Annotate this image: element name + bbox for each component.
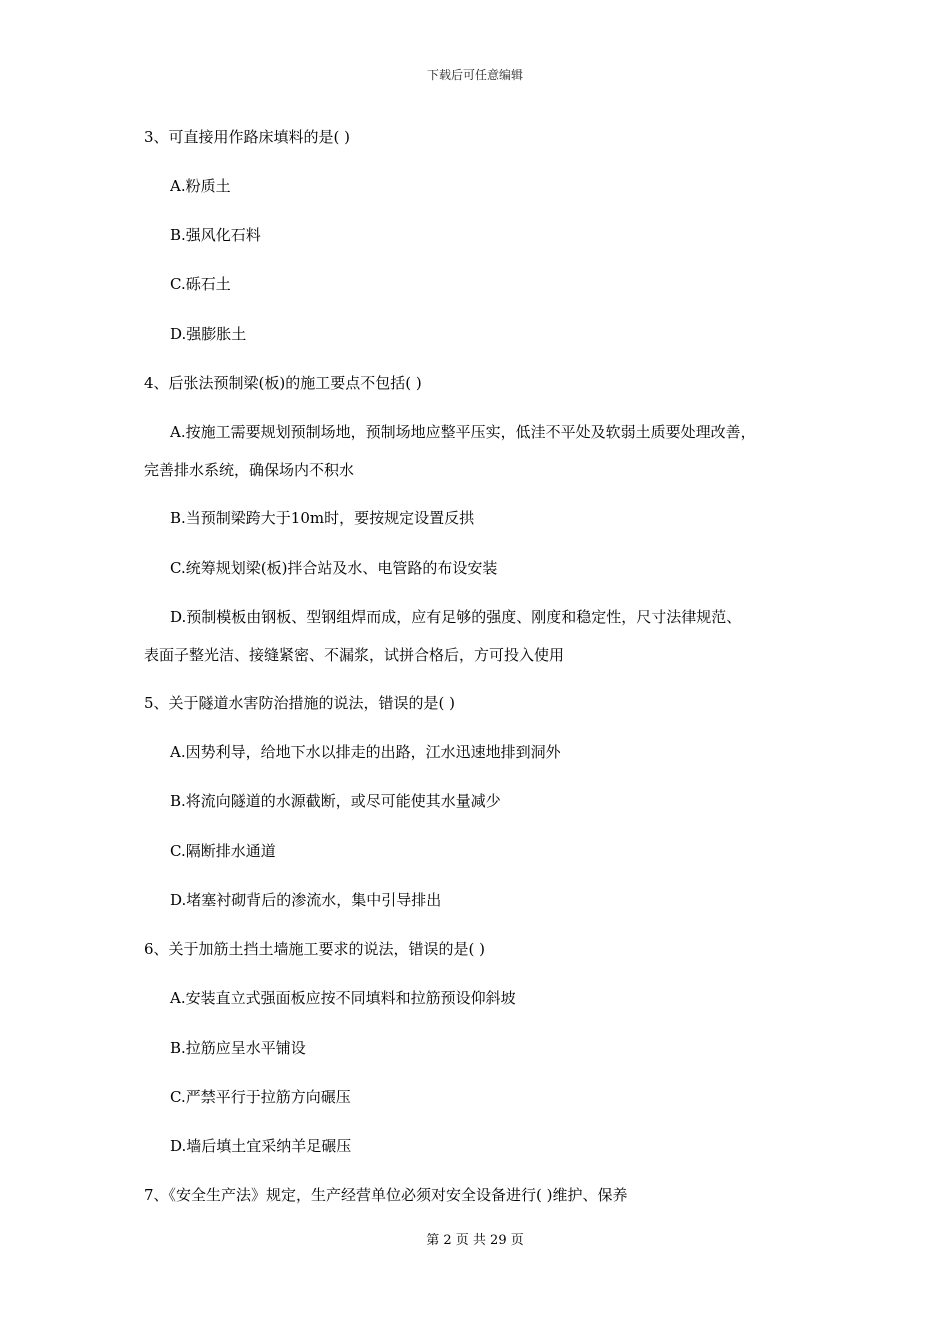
question-3-stem: 3、可直接用作路床填料的是( ) [144, 128, 351, 146]
question-4-stem: 4、后张法预制梁(板)的施工要点不包括( ) [144, 374, 422, 392]
question-3-option-b: B.强风化石料 [170, 226, 261, 244]
question-3-option-d: D.强膨胀土 [170, 325, 247, 343]
question-3-option-a: A.粉质土 [170, 177, 231, 195]
question-4-option-d-line1: D.预制模板由钢板、型钢组焊而成，应有足够的强度、刚度和稳定性，尺寸法律规范、 [170, 608, 742, 626]
question-6-option-d: D.墙后填土宜采纳羊足碾压 [170, 1137, 352, 1155]
page-footer: 第 2 页 共 29 页 [426, 1233, 524, 1248]
question-5-stem: 5、关于隧道水害防治措施的说法，错误的是( ) [144, 694, 456, 712]
question-5-option-a: A.因势利导，给地下水以排走的出路，江水迅速地排到洞外 [170, 743, 561, 761]
question-5-option-d: D.堵塞衬砌背后的渗流水，集中引导排出 [170, 891, 442, 909]
question-6-stem: 6、关于加筋土挡土墙施工要求的说法，错误的是( ) [144, 940, 486, 958]
question-4-option-d-line2: 表面子整光洁、接缝紧密、不漏浆，试拼合格后，方可投入使用 [144, 646, 565, 664]
question-3-option-c: C.砾石土 [170, 275, 231, 293]
question-4-option-b: B.当预制梁跨大于10m时，要按规定设置反拱 [170, 509, 475, 527]
question-4-option-c: C.统筹规划梁(板)拌合站及水、电管路的布设安装 [170, 559, 498, 577]
question-6-option-a: A.安装直立式强面板应按不同填料和拉筋预设仰斜坡 [170, 989, 516, 1007]
question-4-option-a-line2: 完善排水系统，确保场内不积水 [144, 461, 355, 479]
question-5-option-c: C.隔断排水通道 [170, 842, 276, 860]
question-7-stem: 7、《安全生产法》规定，生产经营单位必须对安全设备进行( )维护、保养 [144, 1186, 628, 1204]
question-6-option-b: B.拉筋应呈水平铺设 [170, 1039, 306, 1057]
question-4-option-a-line1: A.按施工需要规划预制场地，预制场地应整平压实，低洼不平处及软弱土质要处理改善， [170, 423, 756, 441]
question-5-option-b: B.将流向隧道的水源截断，或尽可能使其水量减少 [170, 792, 501, 810]
header-note: 下载后可任意编辑 [426, 68, 523, 82]
question-6-option-c: C.严禁平行于拉筋方向碾压 [170, 1088, 351, 1106]
